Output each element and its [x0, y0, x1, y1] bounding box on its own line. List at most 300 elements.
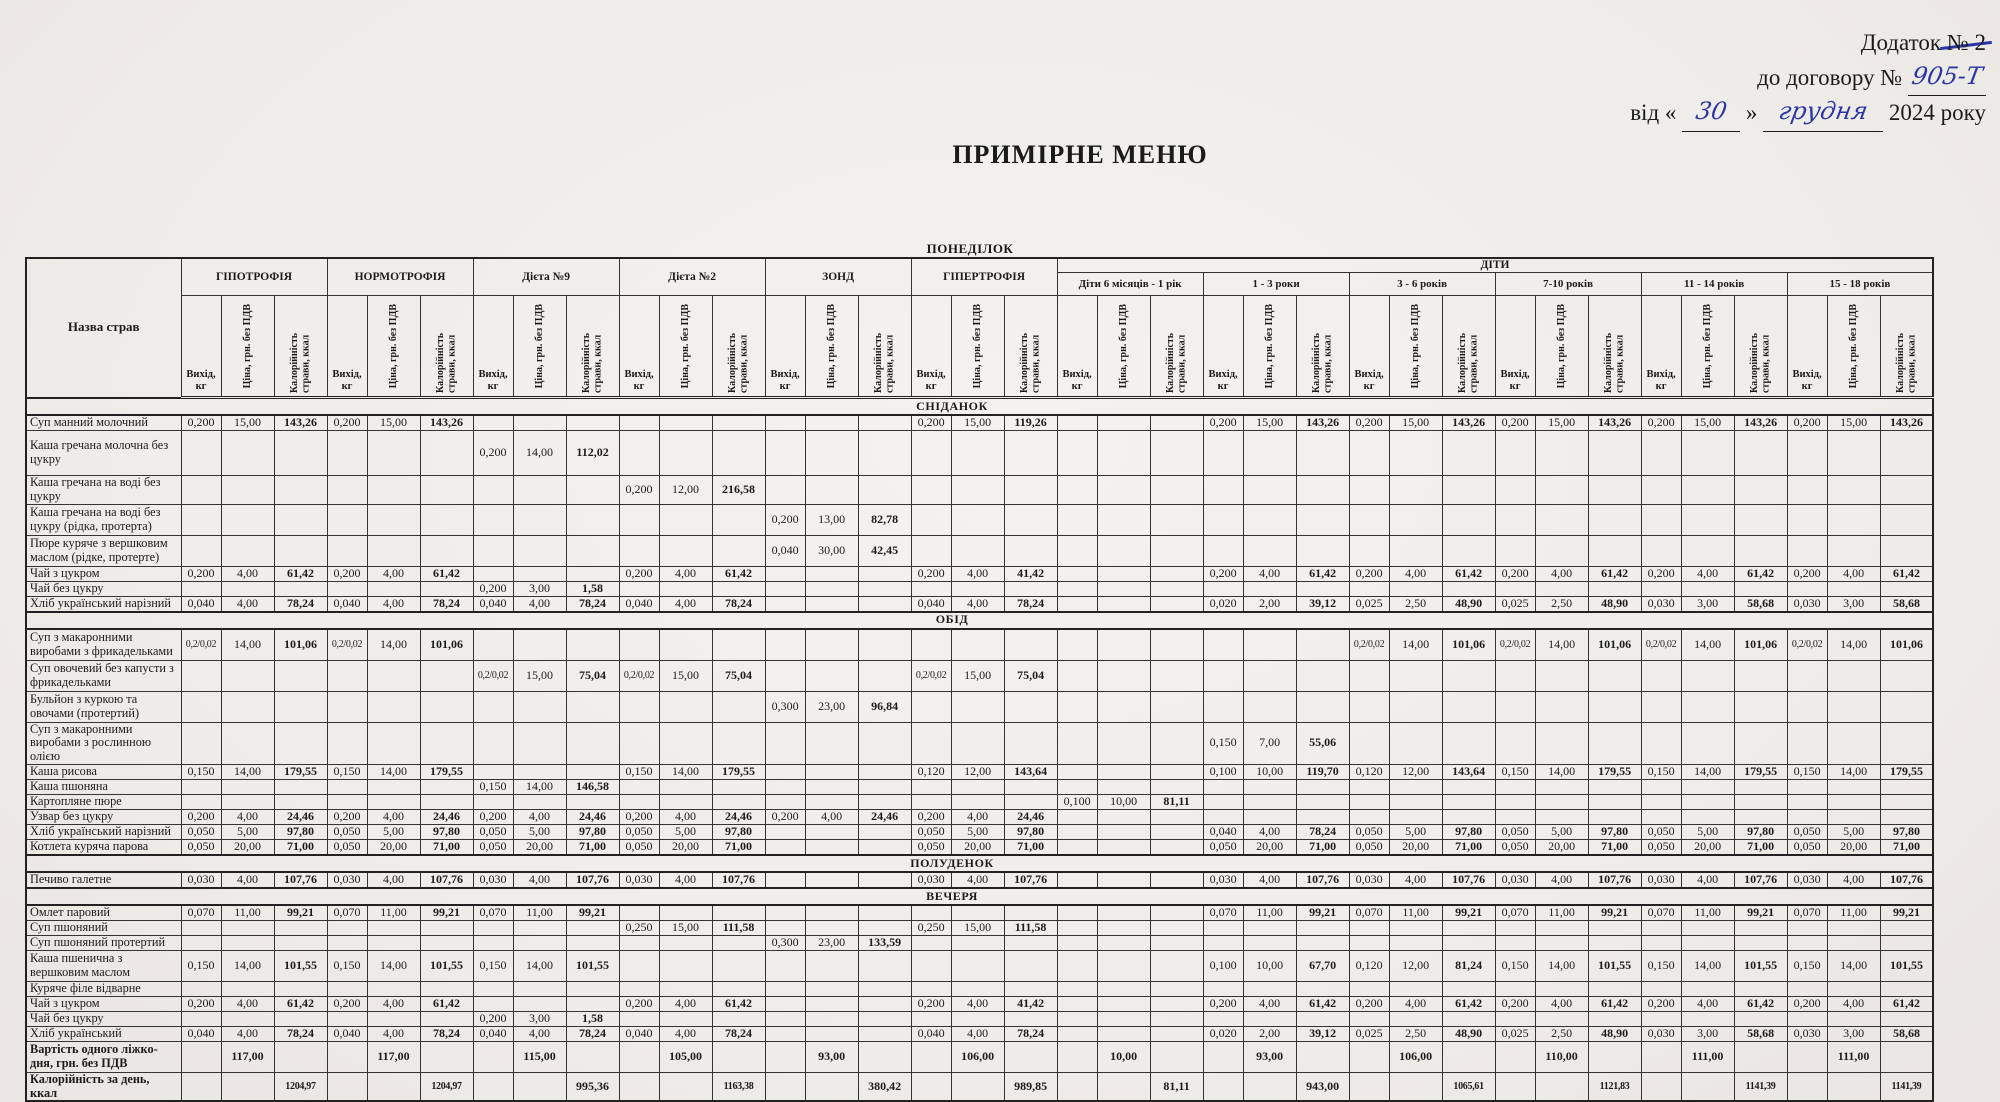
- page-title: ПРИМІРНЕ МЕНЮ: [952, 140, 1208, 169]
- cell-kcal-empty: [1296, 581, 1349, 596]
- cell-weight: 0,030: [327, 872, 367, 888]
- cell-weight: 0,040: [619, 1026, 659, 1041]
- cell-kcal: 99,21: [1588, 905, 1641, 921]
- subheader-price-y3_6: Ціна, грн. без ПДВ: [1389, 296, 1442, 398]
- cell-kcal: 943,00: [1296, 1072, 1349, 1101]
- cell-weight: 0,150: [1495, 950, 1535, 981]
- cell-weight-empty: [327, 1072, 367, 1101]
- cell-weight-empty: [327, 476, 367, 505]
- cell-kcal-empty: [1150, 935, 1203, 950]
- cell-weight-empty: [1641, 981, 1681, 996]
- cell-weight-empty: [1203, 1041, 1243, 1072]
- cell-price: 4,00: [951, 596, 1004, 612]
- cell-kcal: 58,68: [1880, 596, 1933, 612]
- dish-row: [26, 920, 1933, 935]
- cell-kcal: 61,42: [420, 566, 473, 581]
- cell-price-empty: [805, 722, 858, 764]
- cell-kcal: 107,76: [420, 872, 473, 888]
- cell-weight-empty: [1203, 935, 1243, 950]
- cell-weight: 0,200: [1495, 415, 1535, 431]
- cell-kcal-empty: [1734, 981, 1787, 996]
- subheader-kcal-d2: Калорійність страви, ккал: [712, 296, 765, 398]
- age-group-header-y3_6: 3 - 6 років: [1349, 273, 1495, 296]
- cell-weight: 0,200: [327, 415, 367, 431]
- cell-kcal-empty: [1296, 504, 1349, 535]
- dish-row: [26, 629, 1933, 661]
- cell-kcal: 380,42: [858, 1072, 911, 1101]
- cell-weight-empty: [1641, 1041, 1681, 1072]
- cell-price: 5,00: [659, 824, 712, 839]
- cell-price-empty: [1535, 535, 1588, 566]
- dish-row: [26, 581, 1933, 596]
- cell-weight-empty: [327, 722, 367, 764]
- cell-price: 14,00: [221, 950, 274, 981]
- cell-price-empty: [805, 905, 858, 921]
- cell-kcal-empty: [1442, 1041, 1495, 1072]
- cell-weight-empty: [765, 920, 805, 935]
- annex-line-3: від « 30 » грудня 2024 року: [1630, 96, 1986, 132]
- cell-price-empty: [1097, 476, 1150, 505]
- cell-weight-empty: [765, 431, 805, 476]
- cell-kcal: 1204,97: [274, 1072, 327, 1101]
- cell-price-empty: [659, 794, 712, 809]
- cell-weight: 0,020: [1203, 1026, 1243, 1041]
- cell-kcal: 61,42: [1588, 996, 1641, 1011]
- cell-kcal-empty: [1880, 431, 1933, 476]
- cell-weight: 0,040: [181, 596, 221, 612]
- cell-kcal: 78,24: [274, 596, 327, 612]
- cell-price: 3,00: [1827, 596, 1880, 612]
- cell-kcal-empty: [420, 1011, 473, 1026]
- cell-price: 4,00: [221, 872, 274, 888]
- subheader-price-d9: Ціна, грн. без ПДВ: [513, 296, 566, 398]
- cell-kcal-empty: [274, 581, 327, 596]
- cell-weight: 0,150: [473, 950, 513, 981]
- cell-price: 2,50: [1535, 596, 1588, 612]
- group-header-gipo: ГІПОТРОФІЯ: [181, 258, 327, 296]
- cell-kcal: 1141,39: [1734, 1072, 1787, 1101]
- cell-kcal-empty: [1150, 950, 1203, 981]
- cell-weight-empty: [1203, 431, 1243, 476]
- cell-kcal: 179,55: [420, 764, 473, 779]
- cell-weight-empty: [1057, 1026, 1097, 1041]
- cell-weight-empty: [1349, 431, 1389, 476]
- cell-weight-empty: [181, 431, 221, 476]
- cell-price-empty: [1827, 920, 1880, 935]
- cell-price: 14,00: [1681, 764, 1734, 779]
- cell-weight: 0,200: [473, 809, 513, 824]
- cell-price: 4,00: [513, 1026, 566, 1041]
- cell-kcal-empty: [274, 691, 327, 722]
- cell-price-empty: [221, 691, 274, 722]
- cell-price-empty: [951, 504, 1004, 535]
- cell-kcal-empty: [712, 629, 765, 661]
- cell-price: 4,00: [1535, 996, 1588, 1011]
- age-group-header-m6: Діти 6 місяців - 1 рік: [1057, 273, 1203, 296]
- cell-kcal: 81,24: [1442, 950, 1495, 981]
- cell-weight: 0,040: [911, 596, 951, 612]
- cell-kcal-empty: [1150, 872, 1203, 888]
- cell-weight-empty: [1787, 691, 1827, 722]
- cell-kcal-empty: [1734, 722, 1787, 764]
- subheader-price-y7_10: Ціна, грн. без ПДВ: [1535, 296, 1588, 398]
- cell-weight: 0,050: [327, 839, 367, 855]
- cell-weight: 0,200: [181, 566, 221, 581]
- cell-price-empty: [805, 476, 858, 505]
- cell-weight-empty: [1787, 794, 1827, 809]
- cell-price-empty: [1681, 794, 1734, 809]
- cell-price-empty: [1243, 581, 1296, 596]
- dish-name: Суп пшоняний протертий: [26, 935, 181, 950]
- subheader-price-giper: Ціна, грн. без ПДВ: [951, 296, 1004, 398]
- cell-kcal: 97,80: [1442, 824, 1495, 839]
- cell-weight: 0,070: [473, 905, 513, 921]
- cell-price-empty: [221, 535, 274, 566]
- cell-price-empty: [1097, 660, 1150, 691]
- cell-price: 14,00: [1681, 950, 1734, 981]
- cell-price: 4,00: [221, 596, 274, 612]
- cell-weight: 0,150: [619, 764, 659, 779]
- cell-weight: 0,050: [1495, 839, 1535, 855]
- cell-kcal-empty: [1588, 722, 1641, 764]
- cell-kcal-empty: [420, 476, 473, 505]
- cell-kcal-empty: [1004, 950, 1057, 981]
- cell-weight-empty: [1495, 476, 1535, 505]
- cell-kcal-empty: [1880, 722, 1933, 764]
- subheader-price-zond: Ціна, грн. без ПДВ: [805, 296, 858, 398]
- cell-weight: 0,2/0,02: [1349, 629, 1389, 661]
- cell-price-empty: [805, 794, 858, 809]
- cell-price-empty: [221, 581, 274, 596]
- cell-weight-empty: [473, 691, 513, 722]
- cell-kcal-empty: [1588, 794, 1641, 809]
- cell-weight-empty: [911, 981, 951, 996]
- cell-weight: 0,200: [1495, 996, 1535, 1011]
- cell-price: 4,00: [951, 566, 1004, 581]
- cell-weight-empty: [473, 415, 513, 431]
- cell-kcal: 24,46: [420, 809, 473, 824]
- cell-weight-empty: [1203, 794, 1243, 809]
- cell-kcal-empty: [858, 581, 911, 596]
- cell-kcal-empty: [1296, 535, 1349, 566]
- cell-weight-empty: [1349, 535, 1389, 566]
- cell-price: 4,00: [659, 809, 712, 824]
- cell-weight-empty: [1495, 581, 1535, 596]
- cell-weight-empty: [181, 476, 221, 505]
- cell-kcal: 97,80: [1880, 824, 1933, 839]
- menu-table: [25, 257, 1934, 1102]
- cell-price: 4,00: [513, 809, 566, 824]
- cell-price: 4,00: [221, 809, 274, 824]
- cell-price-empty: [1097, 872, 1150, 888]
- cell-weight-empty: [181, 691, 221, 722]
- cell-weight: 0,150: [181, 950, 221, 981]
- cell-kcal: 99,21: [1442, 905, 1495, 921]
- cell-kcal-empty: [1004, 935, 1057, 950]
- cell-weight: 0,040: [473, 596, 513, 612]
- cell-kcal-empty: [1880, 809, 1933, 824]
- cell-weight: 0,050: [1349, 839, 1389, 855]
- cell-kcal: 48,90: [1442, 1026, 1495, 1041]
- cell-kcal: 1121,83: [1588, 1072, 1641, 1101]
- cell-kcal: 41,42: [1004, 566, 1057, 581]
- dish-row: [26, 779, 1933, 794]
- subheader-price-d2: Ціна, грн. без ПДВ: [659, 296, 712, 398]
- cell-price: 4,00: [659, 872, 712, 888]
- cell-price: 4,00: [221, 566, 274, 581]
- cell-weight-empty: [1057, 596, 1097, 612]
- cell-kcal-empty: [1296, 660, 1349, 691]
- cell-weight-empty: [1203, 1011, 1243, 1026]
- cell-weight-empty: [1057, 809, 1097, 824]
- cell-weight-empty: [765, 905, 805, 921]
- cell-price-empty: [1827, 431, 1880, 476]
- cell-kcal: 67,70: [1296, 950, 1349, 981]
- dish-name: Каша гречана молочна без цукру: [26, 431, 181, 476]
- cell-kcal: 107,76: [1442, 872, 1495, 888]
- dish-name: Котлета куряча парова: [26, 839, 181, 855]
- cell-price: 106,00: [1389, 1041, 1442, 1072]
- cell-weight-empty: [1349, 476, 1389, 505]
- cell-price-empty: [367, 581, 420, 596]
- cell-kcal: 97,80: [420, 824, 473, 839]
- cell-kcal-empty: [420, 660, 473, 691]
- cell-price-empty: [1681, 691, 1734, 722]
- dish-row: [26, 996, 1933, 1011]
- subheader-price-m6: Ціна, грн. без ПДВ: [1097, 296, 1150, 398]
- cell-price: 20,00: [1243, 839, 1296, 855]
- cell-weight-empty: [911, 794, 951, 809]
- cell-weight-empty: [1495, 809, 1535, 824]
- cell-weight: 0,025: [1495, 596, 1535, 612]
- cell-price: 2,50: [1535, 1026, 1588, 1041]
- cell-weight-empty: [619, 794, 659, 809]
- cell-kcal: 78,24: [1004, 1026, 1057, 1041]
- cell-price-empty: [1681, 981, 1734, 996]
- cell-weight-empty: [1787, 1072, 1827, 1101]
- cell-price-empty: [1827, 535, 1880, 566]
- cell-weight-empty: [181, 581, 221, 596]
- cell-price-empty: [1681, 722, 1734, 764]
- cell-price: 4,00: [659, 596, 712, 612]
- cell-price-empty: [1097, 920, 1150, 935]
- cell-kcal-empty: [1004, 476, 1057, 505]
- cell-price-empty: [659, 535, 712, 566]
- annex-block: [1630, 26, 1986, 132]
- cell-kcal: 995,36: [566, 1072, 619, 1101]
- cell-weight: 0,2/0,02: [473, 660, 513, 691]
- cell-weight-empty: [1349, 794, 1389, 809]
- cell-kcal: 97,80: [1588, 824, 1641, 839]
- cell-weight: 0,030: [1787, 1026, 1827, 1041]
- cell-weight-empty: [1203, 981, 1243, 996]
- cell-kcal-empty: [1442, 691, 1495, 722]
- cell-price-empty: [659, 691, 712, 722]
- cell-price-empty: [659, 1011, 712, 1026]
- cell-kcal: 179,55: [274, 764, 327, 779]
- cell-price-empty: [1097, 764, 1150, 779]
- annex-line-2: до договору № 905-Т: [1630, 61, 1986, 97]
- cell-weight-empty: [619, 905, 659, 921]
- cell-weight: 0,070: [327, 905, 367, 921]
- cell-price-empty: [1681, 809, 1734, 824]
- cell-weight-empty: [181, 779, 221, 794]
- cell-price: 2,50: [1389, 1026, 1442, 1041]
- dish-name: Картопляне пюре: [26, 794, 181, 809]
- cell-price: 20,00: [659, 839, 712, 855]
- cell-price-empty: [951, 535, 1004, 566]
- cell-kcal: 107,76: [1296, 872, 1349, 888]
- cell-weight: 0,070: [1495, 905, 1535, 921]
- subheader-weight-y3_6: Вихід, кг: [1349, 296, 1389, 398]
- cell-price-empty: [1389, 535, 1442, 566]
- cell-weight-empty: [765, 1072, 805, 1101]
- cell-kcal-empty: [1880, 660, 1933, 691]
- subheader-weight-m6: Вихід, кг: [1057, 296, 1097, 398]
- cell-kcal: 78,24: [1296, 824, 1349, 839]
- cell-weight: 0,100: [1203, 764, 1243, 779]
- cell-weight-empty: [473, 1041, 513, 1072]
- cell-kcal-empty: [1880, 1041, 1933, 1072]
- cell-kcal-empty: [1880, 1011, 1933, 1026]
- dish-name: Каша гречана на воді без цукру (рідка, протерта): [26, 504, 181, 535]
- cell-kcal: 78,24: [712, 1026, 765, 1041]
- dish-row: [26, 794, 1933, 809]
- dish-name: Чай з цукром: [26, 566, 181, 581]
- cell-price-empty: [805, 596, 858, 612]
- cell-weight-empty: [1787, 660, 1827, 691]
- cell-price: 12,00: [659, 476, 712, 505]
- cell-kcal-empty: [1150, 629, 1203, 661]
- cell-kcal-empty: [858, 794, 911, 809]
- cell-price-empty: [1243, 1011, 1296, 1026]
- cell-weight: 0,150: [473, 779, 513, 794]
- cell-price-empty: [367, 794, 420, 809]
- cell-weight-empty: [765, 566, 805, 581]
- cell-weight-empty: [1787, 779, 1827, 794]
- cell-price-empty: [367, 691, 420, 722]
- cell-kcal-empty: [1150, 809, 1203, 824]
- cell-weight-empty: [1203, 476, 1243, 505]
- cell-price-empty: [659, 981, 712, 996]
- cell-price: 14,00: [513, 950, 566, 981]
- cell-weight-empty: [181, 1072, 221, 1101]
- section-row-label: ПОЛУДЕНОК: [26, 855, 1933, 872]
- cell-price-empty: [1827, 691, 1880, 722]
- cell-price-empty: [1389, 794, 1442, 809]
- cell-price: 4,00: [659, 996, 712, 1011]
- cell-weight-empty: [765, 660, 805, 691]
- cell-kcal: 58,68: [1880, 1026, 1933, 1041]
- cell-price: 14,00: [1681, 629, 1734, 661]
- cell-kcal: 97,80: [712, 824, 765, 839]
- cell-price: 14,00: [513, 431, 566, 476]
- cell-weight-empty: [619, 691, 659, 722]
- cell-weight: 0,200: [765, 809, 805, 824]
- cell-price-empty: [805, 566, 858, 581]
- cell-price-empty: [805, 872, 858, 888]
- cell-price: 111,00: [1827, 1041, 1880, 1072]
- subheader-kcal-y7_10: Калорійність страви, ккал: [1588, 296, 1641, 398]
- cell-kcal-empty: [1880, 581, 1933, 596]
- cell-kcal-empty: [1442, 722, 1495, 764]
- cell-weight: 0,025: [1349, 1026, 1389, 1041]
- cell-weight-empty: [1349, 581, 1389, 596]
- cell-price: 10,00: [1097, 794, 1150, 809]
- cell-kcal-empty: [858, 415, 911, 431]
- cell-kcal-empty: [1880, 476, 1933, 505]
- cell-weight: 0,040: [765, 535, 805, 566]
- cell-weight: 0,200: [911, 809, 951, 824]
- cell-price-empty: [1535, 504, 1588, 535]
- cell-weight: 0,2/0,02: [327, 629, 367, 661]
- cell-weight-empty: [911, 935, 951, 950]
- cell-price-empty: [1243, 809, 1296, 824]
- cell-weight-empty: [765, 824, 805, 839]
- cell-weight-empty: [1641, 691, 1681, 722]
- cell-weight-empty: [1057, 476, 1097, 505]
- cell-price-empty: [1097, 996, 1150, 1011]
- cell-price-empty: [1097, 1026, 1150, 1041]
- cell-kcal: 75,04: [712, 660, 765, 691]
- cell-kcal-empty: [420, 691, 473, 722]
- subheader-kcal-m6: Калорійність страви, ккал: [1150, 296, 1203, 398]
- cell-kcal: 101,55: [1588, 950, 1641, 981]
- cell-kcal: 78,24: [712, 596, 765, 612]
- cell-kcal: 39,12: [1296, 596, 1349, 612]
- cell-price-empty: [1243, 691, 1296, 722]
- cell-kcal-empty: [712, 981, 765, 996]
- cell-price-empty: [1827, 794, 1880, 809]
- cell-weight-empty: [1203, 504, 1243, 535]
- cell-kcal: 146,58: [566, 779, 619, 794]
- cell-kcal-empty: [566, 920, 619, 935]
- cell-kcal-empty: [274, 722, 327, 764]
- cell-weight: 0,200: [619, 996, 659, 1011]
- cell-price: 5,00: [1827, 824, 1880, 839]
- cell-weight-empty: [327, 1041, 367, 1072]
- cell-weight: 0,150: [1495, 764, 1535, 779]
- cell-kcal-empty: [1880, 779, 1933, 794]
- cell-kcal: 989,85: [1004, 1072, 1057, 1101]
- month-handwritten: грудня: [1776, 97, 1870, 125]
- cell-kcal-empty: [1588, 1041, 1641, 1072]
- cell-price-empty: [367, 660, 420, 691]
- cell-price-empty: [367, 1011, 420, 1026]
- dish-row: [26, 691, 1933, 722]
- cell-kcal-empty: [274, 431, 327, 476]
- cell-price: 15,00: [1243, 415, 1296, 431]
- cell-weight-empty: [911, 581, 951, 596]
- cell-kcal-empty: [1296, 691, 1349, 722]
- cell-price-empty: [1097, 1011, 1150, 1026]
- cell-weight-empty: [1057, 824, 1097, 839]
- cell-kcal: 101,06: [420, 629, 473, 661]
- cell-kcal: 71,00: [1588, 839, 1641, 855]
- cell-price-empty: [1535, 920, 1588, 935]
- cell-weight: 0,200: [1641, 415, 1681, 431]
- cell-kcal-empty: [1588, 431, 1641, 476]
- cell-weight-empty: [1057, 1041, 1097, 1072]
- cell-weight-empty: [1057, 905, 1097, 921]
- cell-price: 2,50: [1389, 596, 1442, 612]
- cell-kcal: 24,46: [1004, 809, 1057, 824]
- dish-name: Чай без цукру: [26, 581, 181, 596]
- cell-weight: 0,030: [619, 872, 659, 888]
- cell-price-empty: [513, 764, 566, 779]
- cell-kcal: 61,42: [1734, 566, 1787, 581]
- cell-weight-empty: [1641, 779, 1681, 794]
